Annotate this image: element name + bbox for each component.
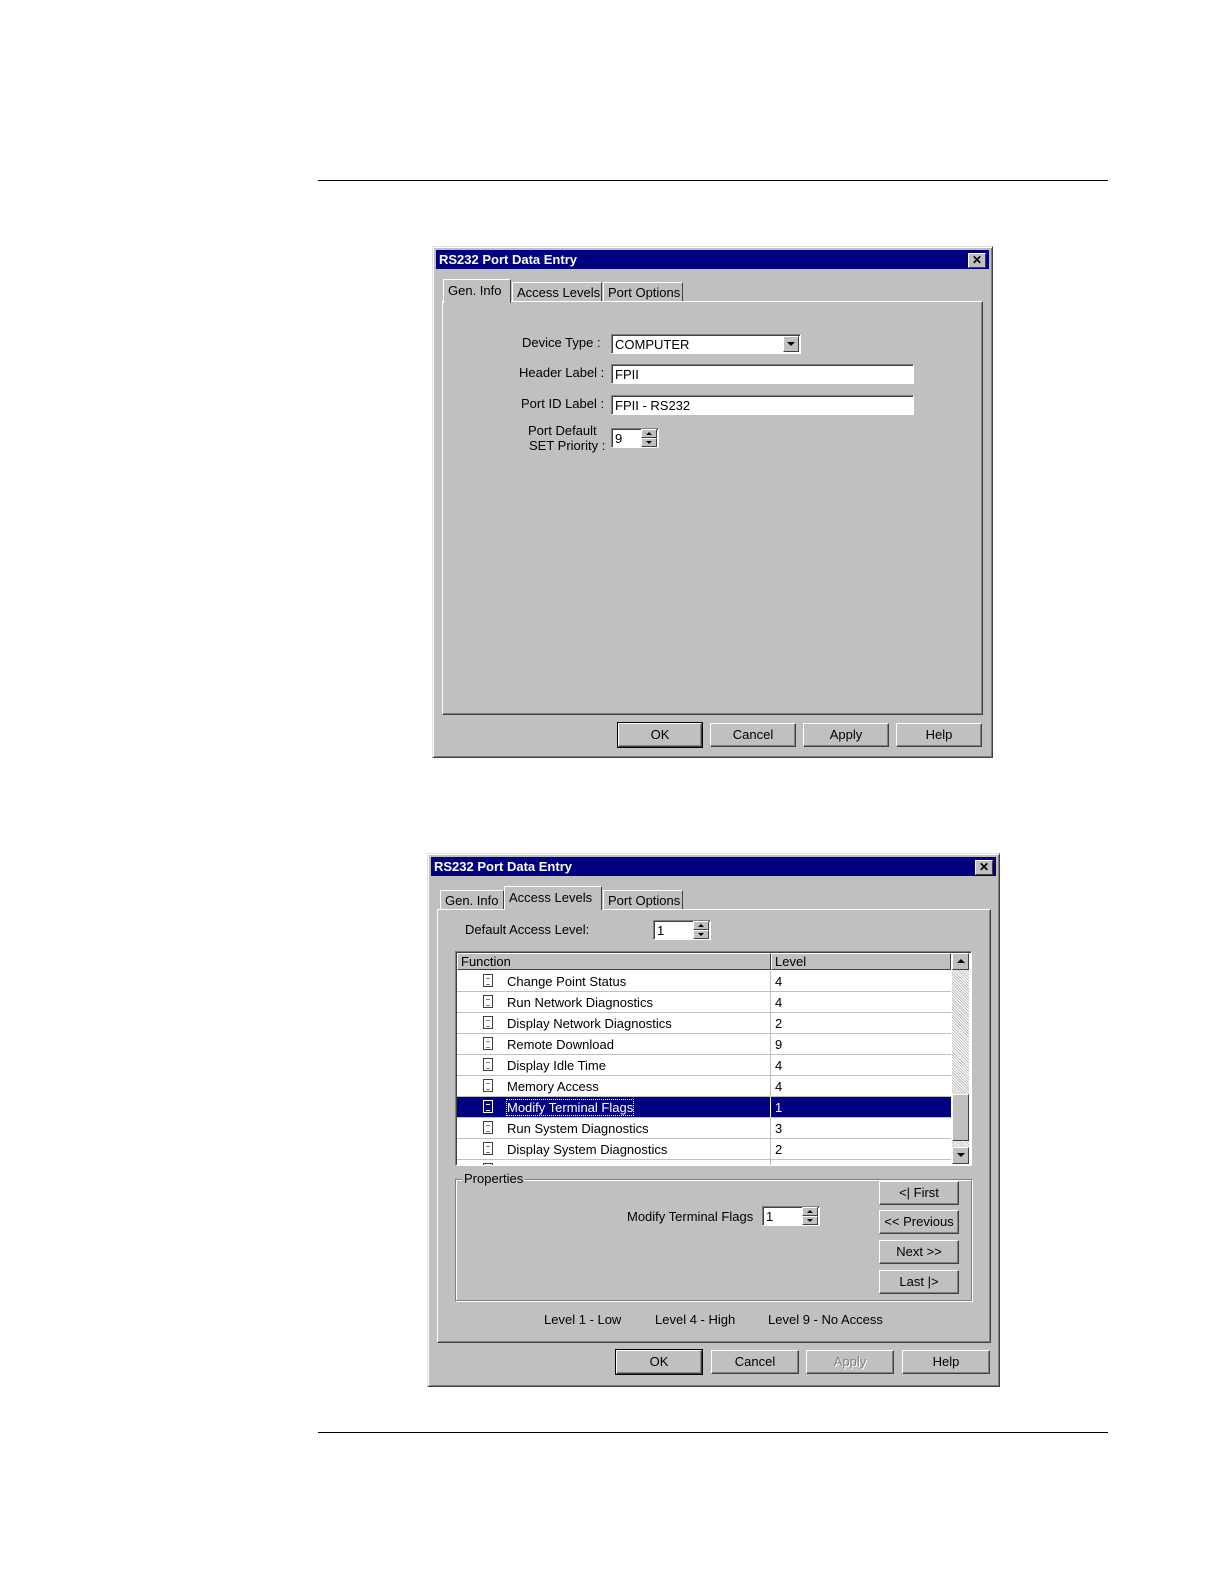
- column-header-function[interactable]: Function: [457, 953, 771, 970]
- tab-gen-info[interactable]: Gen. Info: [440, 890, 504, 910]
- list-item-partial[interactable]: [457, 1160, 951, 1166]
- spin-up-icon[interactable]: [802, 1207, 818, 1216]
- document-icon: [483, 1121, 493, 1134]
- previous-button[interactable]: << Previous: [879, 1210, 959, 1234]
- port-id-input[interactable]: FPII - RS232: [611, 395, 914, 415]
- title-bar[interactable]: [436, 250, 989, 269]
- list-item[interactable]: [457, 1139, 951, 1160]
- column-divider: [770, 1097, 771, 1117]
- spin-up-icon[interactable]: [641, 429, 657, 438]
- help-button[interactable]: Help: [902, 1350, 990, 1374]
- row-level: 4: [775, 1058, 783, 1073]
- spin-down-icon[interactable]: [693, 930, 709, 939]
- tab-panel: [442, 301, 983, 715]
- ok-button[interactable]: OK: [618, 723, 702, 747]
- tab-port-options[interactable]: Port Options: [603, 282, 683, 302]
- column-divider: [770, 992, 771, 1012]
- dialog-title: RS232 Port Data Entry: [439, 252, 577, 267]
- dialog-gen-info: [432, 246, 993, 758]
- device-type-label: Device Type :: [522, 335, 601, 350]
- scroll-thumb[interactable]: [952, 1094, 969, 1141]
- close-icon[interactable]: ✕: [975, 860, 993, 875]
- column-divider: [770, 1034, 771, 1054]
- tab-gen-info[interactable]: Gen. Info: [443, 279, 511, 303]
- default-access-label: Default Access Level:: [465, 922, 590, 937]
- header-label-input[interactable]: FPII: [611, 364, 914, 384]
- ok-button[interactable]: OK: [616, 1350, 702, 1374]
- row-level: 1: [775, 1100, 783, 1115]
- header-label-label: Header Label :: [519, 365, 605, 380]
- function-list[interactable]: [455, 951, 972, 1166]
- row-function: Display Network Diagnostics: [507, 1016, 672, 1031]
- column-divider: [770, 1013, 771, 1033]
- cancel-button[interactable]: Cancel: [710, 723, 796, 747]
- document-icon: [483, 1100, 493, 1113]
- dialog-access-levels: [427, 853, 1000, 1387]
- column-divider: [770, 1055, 771, 1075]
- legend-level-4: Level 4 - High: [655, 1312, 736, 1327]
- document-icon: [483, 995, 493, 1008]
- dialog-title: RS232 Port Data Entry: [434, 859, 572, 874]
- list-item-selected[interactable]: [457, 1097, 951, 1118]
- close-icon[interactable]: ✕: [968, 253, 986, 268]
- document-icon: [483, 974, 493, 987]
- priority-value: 9: [615, 431, 623, 446]
- document-icon: [483, 1163, 493, 1166]
- device-type-value: COMPUTER: [615, 337, 690, 352]
- spin-down-icon[interactable]: [641, 438, 657, 447]
- column-header-level[interactable]: Level: [771, 953, 951, 970]
- list-item[interactable]: [457, 971, 951, 992]
- default-access-value: 1: [657, 923, 665, 938]
- row-function: Memory Access: [507, 1079, 599, 1094]
- row-function: Run System Diagnostics: [507, 1121, 649, 1136]
- row-function: Display Idle Time: [507, 1058, 606, 1073]
- row-function: Display System Diagnostics: [507, 1142, 668, 1157]
- help-button[interactable]: Help: [896, 723, 982, 747]
- column-divider: [770, 1118, 771, 1138]
- row-function: Modify Terminal Flags: [507, 1100, 634, 1115]
- column-divider: [770, 1076, 771, 1096]
- property-value: 1: [766, 1209, 774, 1224]
- row-function: Change Point Status: [507, 974, 627, 989]
- row-level: 3: [775, 1121, 783, 1136]
- row-level: 4: [775, 995, 783, 1010]
- tab-panel: [437, 909, 991, 1343]
- apply-button[interactable]: Apply: [806, 1350, 894, 1374]
- document-icon: [483, 1079, 493, 1092]
- document-icon: [483, 1037, 493, 1050]
- row-level: 2: [775, 1016, 783, 1031]
- list-item[interactable]: [457, 992, 951, 1013]
- property-name: Modify Terminal Flags: [627, 1209, 754, 1224]
- list-item[interactable]: [457, 1034, 951, 1055]
- row-level: 9: [775, 1037, 783, 1052]
- device-type-select[interactable]: [611, 334, 801, 354]
- port-id-label: Port ID Label :: [521, 396, 605, 411]
- tab-access-levels[interactable]: Access Levels: [504, 886, 602, 910]
- tab-access-levels[interactable]: Access Levels: [512, 282, 602, 302]
- priority-label-line1: Port Default: [528, 423, 597, 438]
- list-item[interactable]: [457, 1076, 951, 1097]
- column-divider: [770, 971, 771, 991]
- properties-label: Properties: [464, 1171, 524, 1186]
- top-rule: [318, 180, 1108, 181]
- document-icon: [483, 1058, 493, 1071]
- bottom-rule: [318, 1432, 1108, 1433]
- document-icon: [483, 1142, 493, 1155]
- spin-up-icon[interactable]: [693, 921, 709, 930]
- apply-button[interactable]: Apply: [803, 723, 889, 747]
- row-function: Run Network Diagnostics: [507, 995, 653, 1010]
- column-divider: [770, 1139, 771, 1159]
- priority-label-line2: SET Priority :: [529, 438, 606, 453]
- title-bar[interactable]: [431, 857, 996, 876]
- cancel-button[interactable]: Cancel: [711, 1350, 799, 1374]
- list-item[interactable]: [457, 1055, 951, 1076]
- scroll-down-icon[interactable]: [952, 1147, 969, 1164]
- chevron-down-icon[interactable]: [783, 336, 799, 352]
- document-icon: [483, 1016, 493, 1029]
- column-divider: [770, 1160, 771, 1166]
- vertical-scrollbar[interactable]: [952, 953, 969, 1164]
- list-item[interactable]: [457, 1118, 951, 1139]
- spin-down-icon[interactable]: [802, 1216, 818, 1225]
- row-level: 2: [775, 1142, 783, 1157]
- first-button[interactable]: <| First: [879, 1181, 959, 1205]
- last-button[interactable]: Last |>: [879, 1270, 959, 1294]
- row-function: Remote Download: [507, 1037, 614, 1052]
- next-button[interactable]: Next >>: [879, 1240, 959, 1264]
- scroll-up-icon[interactable]: [952, 953, 969, 970]
- list-item[interactable]: [457, 1013, 951, 1034]
- row-level: 4: [775, 974, 783, 989]
- tab-port-options[interactable]: Port Options: [603, 890, 683, 910]
- legend-level-1: Level 1 - Low: [544, 1312, 622, 1327]
- legend-level-9: Level 9 - No Access: [768, 1312, 883, 1327]
- row-level: 4: [775, 1079, 783, 1094]
